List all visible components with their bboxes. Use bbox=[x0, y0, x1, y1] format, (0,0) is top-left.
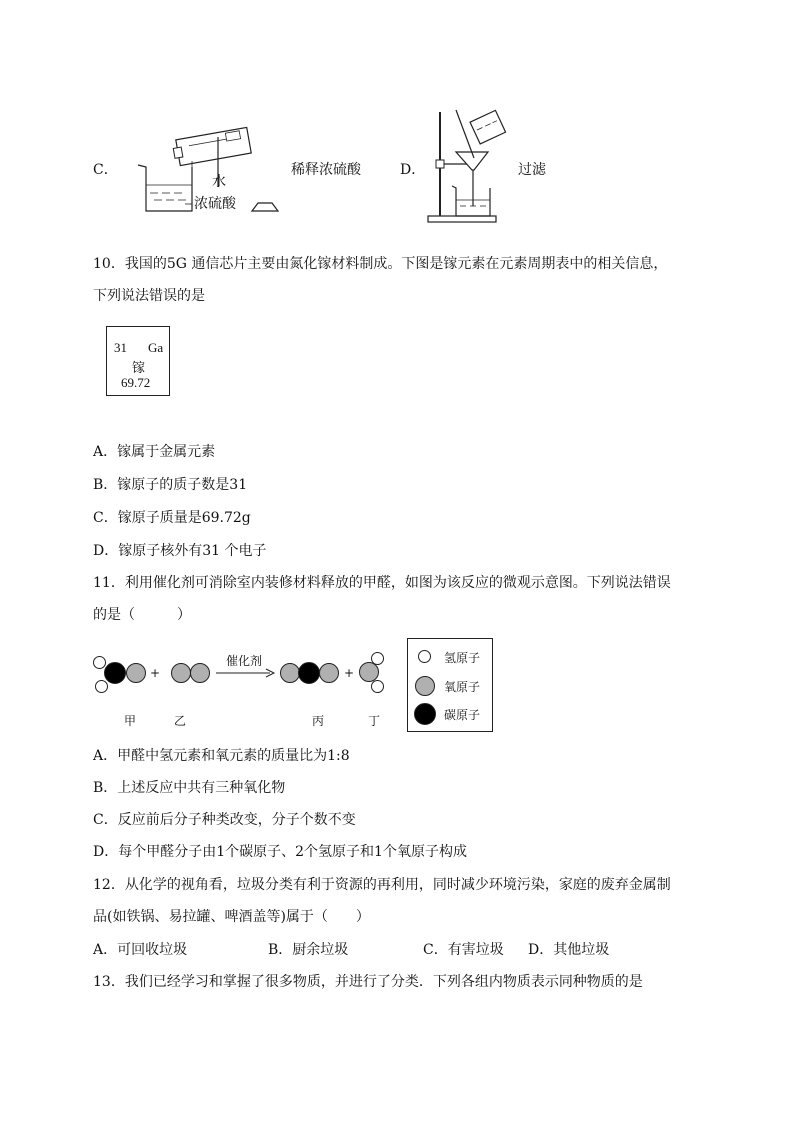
oxygen-atom bbox=[280, 663, 300, 683]
oxygen-legend-icon bbox=[415, 676, 435, 696]
element-name: 镓 bbox=[132, 360, 146, 375]
option-d-letter: D． bbox=[400, 162, 426, 178]
molecule-label-yi: 乙 bbox=[174, 714, 187, 728]
reaction-arrow bbox=[216, 668, 276, 678]
q12-option-b: B．厨余垃圾 bbox=[268, 942, 349, 958]
water-label: 水 bbox=[212, 174, 226, 190]
q13-stem-line1: 13．我们已经学习和掌握了很多物质，并进行了分类．下列各组内物质表示同种物质的是 bbox=[93, 974, 643, 990]
molecule-label-bing: 丙 bbox=[312, 714, 325, 728]
plus-sign: + bbox=[344, 666, 355, 680]
hydrogen-atom bbox=[95, 680, 108, 693]
oxygen-atom bbox=[190, 663, 210, 683]
carbon-atom bbox=[104, 662, 126, 684]
carbon-atom bbox=[298, 662, 320, 684]
q11-option-d: D．每个甲醛分子由1个碳原子、2个氢原子和1个氧原子构成 bbox=[93, 844, 467, 860]
filtration-figure bbox=[426, 108, 512, 224]
molecule-label-ding: 丁 bbox=[368, 714, 381, 728]
q11-option-c: C．反应前后分子种类改变，分子个数不变 bbox=[93, 812, 356, 828]
oxygen-atom bbox=[171, 663, 191, 683]
legend-carbon: 碳原子 bbox=[444, 708, 481, 722]
q12-option-c: C．有害垃圾 bbox=[423, 942, 504, 958]
oxygen-atom bbox=[359, 662, 379, 682]
atom-legend bbox=[407, 638, 493, 732]
q11-stem-line1: 11．利用催化剂可消除室内装修材料释放的甲醛，如图为该反应的微观示意图。下列说法错误 bbox=[93, 575, 671, 591]
oxygen-atom bbox=[319, 663, 339, 683]
atomic-number: 31 bbox=[114, 340, 127, 355]
catalyst-label: 催化剂 bbox=[226, 654, 263, 668]
atomic-mass: 69.72 bbox=[121, 375, 151, 390]
q12-option-a: A．可回收垃圾 bbox=[93, 942, 188, 958]
hydrogen-atom bbox=[371, 680, 384, 693]
q12-option-d: D．其他垃圾 bbox=[528, 942, 610, 958]
hydrogen-legend-icon bbox=[418, 650, 431, 663]
hydrogen-atom bbox=[93, 656, 106, 669]
option-c-letter: C． bbox=[93, 162, 118, 178]
q11-stem-line2: 的是（ ） bbox=[93, 607, 191, 623]
carbon-legend-icon bbox=[414, 703, 436, 725]
q11-option-b: B．上述反应中共有三种氧化物 bbox=[93, 780, 286, 796]
q12-stem-line2: 品(如铁锅、易拉罐、啤酒盖等)属于（ ） bbox=[93, 909, 370, 925]
q12-stem-line1: 12．从化学的视角看，垃圾分类有利于资源的再利用，同时减少环境污染，家庭的废弃金属制 bbox=[93, 877, 671, 893]
q10-option-b: B．镓原子的质子数是31 bbox=[93, 477, 248, 493]
q10-option-d: D．镓原子核外有31 个电子 bbox=[93, 543, 267, 559]
legend-oxygen: 氧原子 bbox=[444, 680, 481, 694]
option-d-text: 过滤 bbox=[518, 162, 546, 178]
q10-stem-line1: 10．我国的5G 通信芯片主要由氮化镓材料制成。下图是镓元素在元素周期表中的相关信息， bbox=[93, 256, 668, 272]
q10-stem-line2: 下列说法错误的是 bbox=[93, 288, 205, 304]
oxygen-atom bbox=[126, 663, 146, 683]
q11-option-a: A．甲醛中氢元素和氧元素的质量比为1:8 bbox=[93, 748, 350, 764]
molecule-label-jia: 甲 bbox=[124, 714, 137, 728]
option-c-text: 稀释浓硫酸 bbox=[291, 162, 361, 178]
gallium-element-card bbox=[106, 326, 170, 396]
element-symbol: Ga bbox=[148, 340, 164, 355]
plus-sign: + bbox=[150, 666, 161, 680]
q10-option-c: C．镓原子质量是69.72g bbox=[93, 510, 251, 526]
conc-sulfuric-acid-label: 浓硫酸 bbox=[194, 196, 236, 212]
legend-hydrogen: 氢原子 bbox=[444, 651, 481, 665]
q10-option-a: A．镓属于金属元素 bbox=[93, 444, 216, 460]
